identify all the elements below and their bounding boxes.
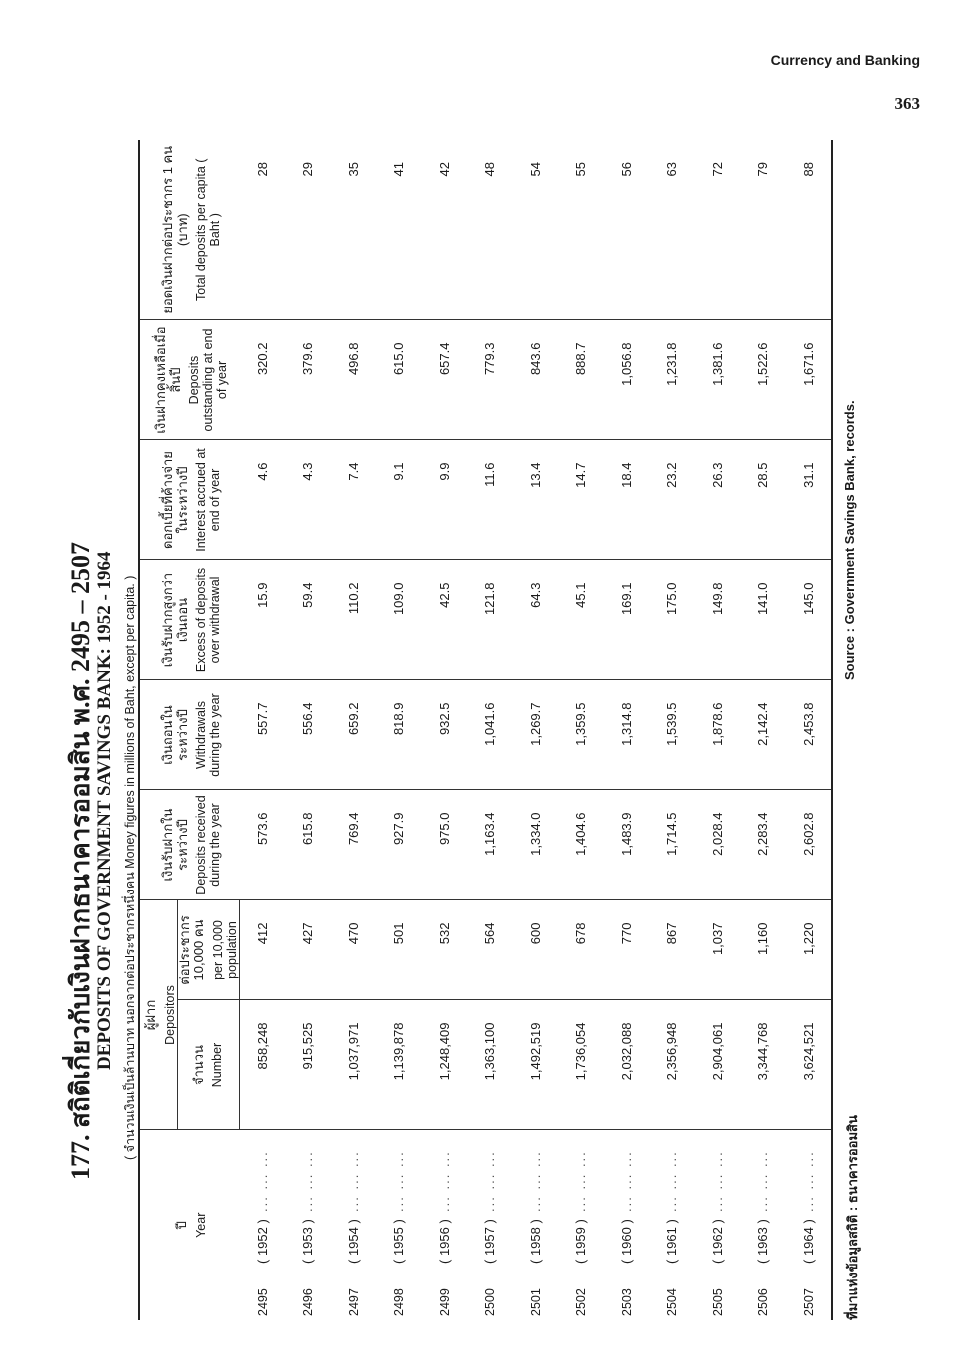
year-gregorian: ( 1956 )	[436, 1219, 452, 1264]
cell-per-capita: 56	[604, 140, 650, 320]
cell-outstanding: 1,056.8	[604, 320, 650, 440]
year-gregorian: ( 1961 )	[664, 1219, 680, 1264]
year-gregorian: ( 1957 )	[482, 1219, 498, 1264]
source-note-english: Source : Government Savings Bank, records.	[842, 400, 857, 680]
cell-number: 858,248	[239, 1000, 285, 1130]
cell-interest: 13.4	[513, 440, 559, 560]
header-depositors-thai: ผู้ฝาก	[143, 999, 158, 1031]
cell-outstanding: 1,231.8	[649, 320, 695, 440]
cell-per-capita: 28	[239, 140, 285, 320]
cell-year	[695, 1130, 741, 1320]
cell-year	[558, 1130, 604, 1320]
cell-year	[604, 1130, 650, 1320]
cell-withdrawals: 1,878.6	[695, 680, 741, 790]
cell-per-capita: 72	[695, 140, 741, 320]
year-buddhist-era: 2496	[301, 1288, 316, 1316]
header-per-10000	[177, 900, 239, 1000]
cell-per-capita: 42	[422, 140, 468, 320]
cell-per-10000: 600	[513, 900, 559, 1000]
header-per-10000-thai: ต่อประชากร 10,000 คน	[176, 915, 207, 985]
cell-per-capita: 35	[331, 140, 377, 320]
cell-received: 927.9	[376, 790, 422, 900]
cell-number: 1,248,409	[422, 1000, 468, 1130]
year-buddhist-era: 2498	[392, 1288, 407, 1316]
table-row	[376, 140, 422, 1320]
table-row	[649, 140, 695, 1320]
header-number-english: Number	[210, 1042, 225, 1088]
header-excess	[139, 560, 239, 680]
year-buddhist-era: 2499	[437, 1288, 452, 1316]
header-excess-thai: เงินรับฝากสูงกว่าเงินถอน	[160, 572, 190, 668]
cell-per-10000: 564	[467, 900, 513, 1000]
cell-year	[331, 1130, 377, 1320]
cell-outstanding: 1,381.6	[695, 320, 741, 440]
table-row	[786, 140, 833, 1320]
leader-dots: ... ... ...	[527, 1150, 543, 1212]
cell-received: 1,334.0	[513, 790, 559, 900]
cell-per-10000: 501	[376, 900, 422, 1000]
year-buddhist-era: 2495	[255, 1288, 270, 1316]
cell-received: 769.4	[331, 790, 377, 900]
cell-excess: 45.1	[558, 560, 604, 680]
cell-number: 1,363,100	[467, 1000, 513, 1130]
year-buddhist-era: 2506	[756, 1288, 771, 1316]
cell-interest: 28.5	[740, 440, 786, 560]
cell-outstanding: 657.4	[422, 320, 468, 440]
rotated-table-block	[56, 120, 876, 1320]
cell-outstanding: 888.7	[558, 320, 604, 440]
cell-outstanding: 1,522.6	[740, 320, 786, 440]
header-per-capita-thai: ยอดเงินฝากต่อประชากร 1 คน (บาท)	[160, 145, 190, 314]
cell-year	[422, 1130, 468, 1320]
cell-per-capita: 48	[467, 140, 513, 320]
cell-received: 573.6	[239, 790, 285, 900]
cell-per-10000: 470	[331, 900, 377, 1000]
cell-excess: 110.2	[331, 560, 377, 680]
cell-year	[786, 1130, 833, 1320]
year-gregorian: ( 1964 )	[800, 1219, 816, 1264]
cell-year	[239, 1130, 285, 1320]
cell-per-10000: 532	[422, 900, 468, 1000]
cell-interest: 4.3	[285, 440, 331, 560]
cell-per-10000: 1,220	[786, 900, 833, 1000]
cell-per-10000: 770	[604, 900, 650, 1000]
cell-number: 1,139,878	[376, 1000, 422, 1130]
header-depositors-english: Depositors	[162, 985, 177, 1045]
table-title-thai: 177. สถิติเกี่ยวกับเงินฝากธนาคารออมสิน พ.ศ. 2495 – 2507	[66, 542, 95, 1180]
leader-dots: ... ... ...	[573, 1150, 589, 1212]
year-buddhist-era: 2505	[710, 1288, 725, 1316]
cell-per-capita: 54	[513, 140, 559, 320]
cell-withdrawals: 1,359.5	[558, 680, 604, 790]
cell-interest: 14.7	[558, 440, 604, 560]
year-gregorian: ( 1958 )	[527, 1219, 543, 1264]
cell-excess: 64.3	[513, 560, 559, 680]
leader-dots: ... ... ...	[709, 1150, 725, 1212]
cell-interest: 9.1	[376, 440, 422, 560]
leader-dots: ... ... ...	[345, 1150, 361, 1212]
cell-interest: 31.1	[786, 440, 833, 560]
cell-withdrawals: 556.4	[285, 680, 331, 790]
leader-dots: ... ... ...	[755, 1150, 771, 1212]
deposits-table	[138, 140, 833, 1320]
cell-received: 2,602.8	[786, 790, 833, 900]
cell-number: 2,904,061	[695, 1000, 741, 1130]
table-title-english: DEPOSITS OF GOVERNMENT SAVINGS BANK: 1952 - 1964	[94, 551, 115, 1070]
year-gregorian: ( 1960 )	[618, 1219, 634, 1264]
source-note-thai: ที่มาแห่งข้อมูลสถิติ : ธนาคารออมสิน	[845, 1115, 860, 1320]
table-row	[740, 140, 786, 1320]
header-year-thai: ปี	[174, 1221, 190, 1230]
table-row	[513, 140, 559, 1320]
header-number-thai: จำนวน	[190, 1045, 206, 1085]
cell-excess: 59.4	[285, 560, 331, 680]
year-buddhist-era: 2500	[483, 1288, 498, 1316]
cell-per-10000: 427	[285, 900, 331, 1000]
year-gregorian: ( 1953 )	[300, 1219, 316, 1264]
cell-number: 2,032,088	[604, 1000, 650, 1130]
cell-outstanding: 1,671.6	[786, 320, 833, 440]
cell-per-10000: 412	[239, 900, 285, 1000]
cell-interest: 26.3	[695, 440, 741, 560]
header-outstanding-english: Deposits outstanding at end of year	[187, 328, 230, 432]
cell-excess: 121.8	[467, 560, 513, 680]
cell-withdrawals: 932.5	[422, 680, 468, 790]
cell-withdrawals: 2,453.8	[786, 680, 833, 790]
cell-year	[513, 1130, 559, 1320]
cell-excess: 141.0	[740, 560, 786, 680]
cell-number: 3,624,521	[786, 1000, 833, 1130]
cell-received: 1,714.5	[649, 790, 695, 900]
year-gregorian: ( 1959 )	[573, 1219, 589, 1264]
header-number	[177, 1000, 239, 1130]
cell-outstanding: 379.6	[285, 320, 331, 440]
cell-interest: 7.4	[331, 440, 377, 560]
leader-dots: ... ... ...	[618, 1150, 634, 1212]
section-header: Currency and Banking	[770, 52, 920, 68]
cell-withdrawals: 659.2	[331, 680, 377, 790]
cell-number: 1,736,054	[558, 1000, 604, 1130]
leader-dots: ... ... ...	[482, 1150, 498, 1212]
cell-per-10000: 678	[558, 900, 604, 1000]
cell-interest: 11.6	[467, 440, 513, 560]
cell-per-capita: 41	[376, 140, 422, 320]
header-year	[139, 1130, 239, 1320]
cell-excess: 109.0	[376, 560, 422, 680]
cell-year	[649, 1130, 695, 1320]
cell-per-capita: 79	[740, 140, 786, 320]
cell-withdrawals: 557.7	[239, 680, 285, 790]
year-buddhist-era: 2503	[619, 1288, 634, 1316]
year-buddhist-era: 2497	[346, 1288, 361, 1316]
year-gregorian: ( 1963 )	[755, 1219, 771, 1264]
cell-excess: 145.0	[786, 560, 833, 680]
header-received-thai: เงินรับฝากในระหว่างปี	[160, 808, 190, 882]
table-row	[331, 140, 377, 1320]
cell-per-capita: 55	[558, 140, 604, 320]
leader-dots: ... ... ...	[664, 1150, 680, 1212]
table-row	[558, 140, 604, 1320]
cell-interest: 18.4	[604, 440, 650, 560]
leader-dots: ... ... ...	[436, 1150, 452, 1212]
year-gregorian: ( 1955 )	[391, 1219, 407, 1264]
header-outstanding	[139, 320, 239, 440]
cell-per-capita: 63	[649, 140, 695, 320]
cell-outstanding: 843.6	[513, 320, 559, 440]
header-per-10000-english: per 10,000 population	[210, 920, 239, 980]
year-buddhist-era: 2502	[574, 1288, 589, 1316]
header-withdrawals-english: Withdrawals during the year	[194, 693, 223, 777]
leader-dots: ... ... ...	[254, 1150, 270, 1212]
cell-excess: 149.8	[695, 560, 741, 680]
cell-received: 615.8	[285, 790, 331, 900]
cell-per-capita: 29	[285, 140, 331, 320]
year-buddhist-era: 2501	[528, 1288, 543, 1316]
header-interest	[139, 440, 239, 560]
header-year-english: Year	[193, 1212, 208, 1238]
cell-interest: 4.6	[239, 440, 285, 560]
header-withdrawals	[139, 680, 239, 790]
header-received-english: Deposits received during the year	[194, 795, 223, 895]
header-withdrawals-thai: เงินถอนในระหว่างปี	[160, 705, 190, 765]
table-row	[422, 140, 468, 1320]
cell-received: 1,404.6	[558, 790, 604, 900]
cell-year	[467, 1130, 513, 1320]
cell-outstanding: 615.0	[376, 320, 422, 440]
cell-number: 2,356,948	[649, 1000, 695, 1130]
cell-per-10000: 867	[649, 900, 695, 1000]
cell-year	[740, 1130, 786, 1320]
cell-per-10000: 1,160	[740, 900, 786, 1000]
leader-dots: ... ... ...	[800, 1150, 816, 1212]
header-received	[139, 790, 239, 900]
cell-received: 1,163.4	[467, 790, 513, 900]
cell-year	[376, 1130, 422, 1320]
cell-number: 915,525	[285, 1000, 331, 1130]
header-excess-english: Excess of deposits over withdrawal	[194, 567, 223, 673]
cell-per-10000: 1,037	[695, 900, 741, 1000]
cell-interest: 23.2	[649, 440, 695, 560]
table-row	[695, 140, 741, 1320]
cell-excess: 42.5	[422, 560, 468, 680]
cell-excess: 15.9	[239, 560, 285, 680]
year-gregorian: ( 1954 )	[345, 1219, 361, 1264]
cell-number: 1,037,971	[331, 1000, 377, 1130]
cell-interest: 9.9	[422, 440, 468, 560]
cell-excess: 169.1	[604, 560, 650, 680]
cell-excess: 175.0	[649, 560, 695, 680]
header-interest-english: Interest accrued at end of year	[194, 448, 223, 552]
header-depositors	[139, 900, 177, 1130]
header-per-capita	[139, 140, 239, 320]
header-per-capita-english: Total deposits per capita ( Baht )	[194, 158, 223, 301]
cell-withdrawals: 2,142.4	[740, 680, 786, 790]
deposits-table-container	[138, 120, 833, 1320]
table-row	[604, 140, 650, 1320]
year-gregorian: ( 1962 )	[709, 1219, 725, 1264]
cell-received: 2,028.4	[695, 790, 741, 900]
header-outstanding-thai: เงินฝากคงเหลือเมื่อสิ้นปี	[153, 326, 183, 434]
table-row	[285, 140, 331, 1320]
table-row	[239, 140, 285, 1320]
cell-withdrawals: 1,539.5	[649, 680, 695, 790]
table-body	[239, 140, 832, 1320]
cell-year	[285, 1130, 331, 1320]
cell-outstanding: 496.8	[331, 320, 377, 440]
leader-dots: ... ... ...	[300, 1150, 316, 1212]
year-buddhist-era: 2507	[801, 1288, 816, 1316]
cell-received: 2,283.4	[740, 790, 786, 900]
cell-outstanding: 779.3	[467, 320, 513, 440]
cell-per-capita: 88	[786, 140, 833, 320]
cell-outstanding: 320.2	[239, 320, 285, 440]
cell-withdrawals: 1,269.7	[513, 680, 559, 790]
page-number: 363	[894, 94, 920, 113]
leader-dots: ... ... ...	[391, 1150, 407, 1212]
table-row	[467, 140, 513, 1320]
cell-withdrawals: 1,314.8	[604, 680, 650, 790]
year-buddhist-era: 2504	[665, 1288, 680, 1316]
header-interest-thai: ดอกเบี้ยที่ค้างจ่ายในระหว่างปี	[160, 451, 190, 549]
cell-number: 3,344,768	[740, 1000, 786, 1130]
cell-number: 1,492,519	[513, 1000, 559, 1130]
cell-withdrawals: 818.9	[376, 680, 422, 790]
cell-received: 1,483.9	[604, 790, 650, 900]
year-gregorian: ( 1952 )	[254, 1219, 270, 1264]
table-subtitle: ( จำนวนเงินเป็นล้านบาท นอกจากต่อประชากรหนึ่งคน Money figures in millions of Baht, except per capita. )	[123, 575, 137, 1160]
cell-received: 975.0	[422, 790, 468, 900]
cell-withdrawals: 1,041.6	[467, 680, 513, 790]
